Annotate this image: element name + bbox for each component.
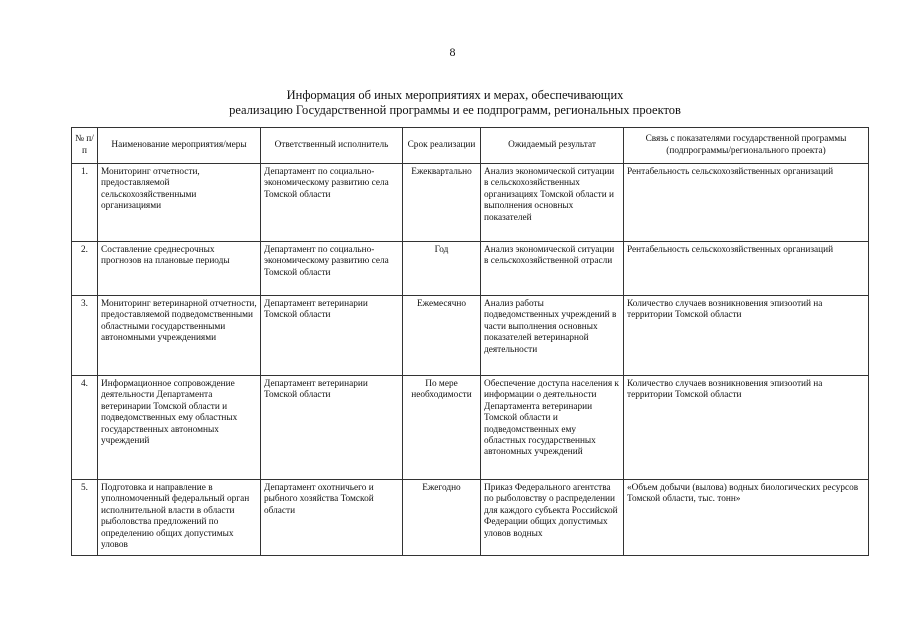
cell-name: Подготовка и направление в уполномоченный федеральный орган исполнительной власти в области рыболовства предложений по определению общих допустимых уловов: [98, 480, 261, 556]
cell-link: «Объем добычи (вылова) водных биологических ресурсов Томской области, тыс. тонн»: [624, 480, 869, 556]
header-result: Ожидаемый результат: [481, 128, 624, 164]
header-term: Срок реализации: [403, 128, 481, 164]
cell-result: Анализ экономической ситуации в сельскохозяйственных организациях Томской области и выполнения основных показателей: [481, 164, 624, 242]
measures-table: [71, 127, 869, 556]
cell-link: Количество случаев возникновения эпизоотий на территории Томской области: [624, 296, 869, 376]
cell-link: Рентабельность сельскохозяйственных организаций: [624, 164, 869, 242]
header-name: Наименование мероприятия/меры: [98, 128, 261, 164]
cell-term: По мере необходимости: [403, 376, 481, 480]
table-row: [72, 164, 869, 242]
cell-name: Составление среднесрочных прогнозов на плановые периоды: [98, 242, 261, 296]
cell-name: Информационное сопровождение деятельности Департамента ветеринарии Томской области и подведомственных ему областных государственных автономных учреждений: [98, 376, 261, 480]
cell-result: Приказ Федерального агентства по рыболовству о распределении для каждого субъекта Российской Федерации общих допустимых уловов водных: [481, 480, 624, 556]
document-title: [60, 88, 850, 118]
cell-name: Мониторинг отчетности, предоставляемой сельскохозяйственными организациями: [98, 164, 261, 242]
cell-num: 3.: [72, 296, 98, 376]
cell-result: Обеспечение доступа населения к информации о деятельности Департамента ветеринарии Томской области и подведомственных ему областных государственных автономных учреждений: [481, 376, 624, 480]
cell-executor: Департамент ветеринарии Томской области: [261, 296, 403, 376]
cell-result: Анализ работы подведомственных учреждений в части выполнения основных показателей ветеринарной деятельности: [481, 296, 624, 376]
cell-num: 4.: [72, 376, 98, 480]
cell-term: Ежегодно: [403, 480, 481, 556]
cell-term: Год: [403, 242, 481, 296]
table-row: [72, 296, 869, 376]
cell-link: Количество случаев возникновения эпизоотий на территории Томской области: [624, 376, 869, 480]
header-link: Связь с показателями государственной программы (подпрограммы/регионального проекта): [624, 128, 869, 164]
table-row: [72, 480, 869, 556]
table-row: [72, 376, 869, 480]
cell-result: Анализ экономической ситуации в сельскохозяйственной отрасли: [481, 242, 624, 296]
cell-term: Ежеквартально: [403, 164, 481, 242]
cell-num: 5.: [72, 480, 98, 556]
title-line-2: реализацию Государственной программы и ее подпрограмм, региональных проектов: [229, 103, 681, 117]
cell-executor: Департамент ветеринарии Томской области: [261, 376, 403, 480]
title-line-1: Информация об иных мероприятиях и мерах, обеспечивающих: [286, 88, 624, 102]
page-number: 8: [449, 45, 456, 59]
cell-link: Рентабельность сельскохозяйственных организаций: [624, 242, 869, 296]
table-row: [72, 242, 869, 296]
cell-num: 1.: [72, 164, 98, 242]
cell-executor: Департамент по социально-экономическому развитию села Томской области: [261, 164, 403, 242]
table-header-row: [72, 128, 869, 164]
cell-term: Ежемесячно: [403, 296, 481, 376]
cell-num: 2.: [72, 242, 98, 296]
cell-executor: Департамент охотничьего и рыбного хозяйства Томской области: [261, 480, 403, 556]
cell-executor: Департамент по социально-экономическому развитию села Томской области: [261, 242, 403, 296]
cell-name: Мониторинг ветеринарной отчетности, предоставляемой подведомственными областными государственными автономными учреждениями: [98, 296, 261, 376]
header-num: № п/п: [72, 128, 98, 164]
header-executor: Ответственный исполнитель: [261, 128, 403, 164]
